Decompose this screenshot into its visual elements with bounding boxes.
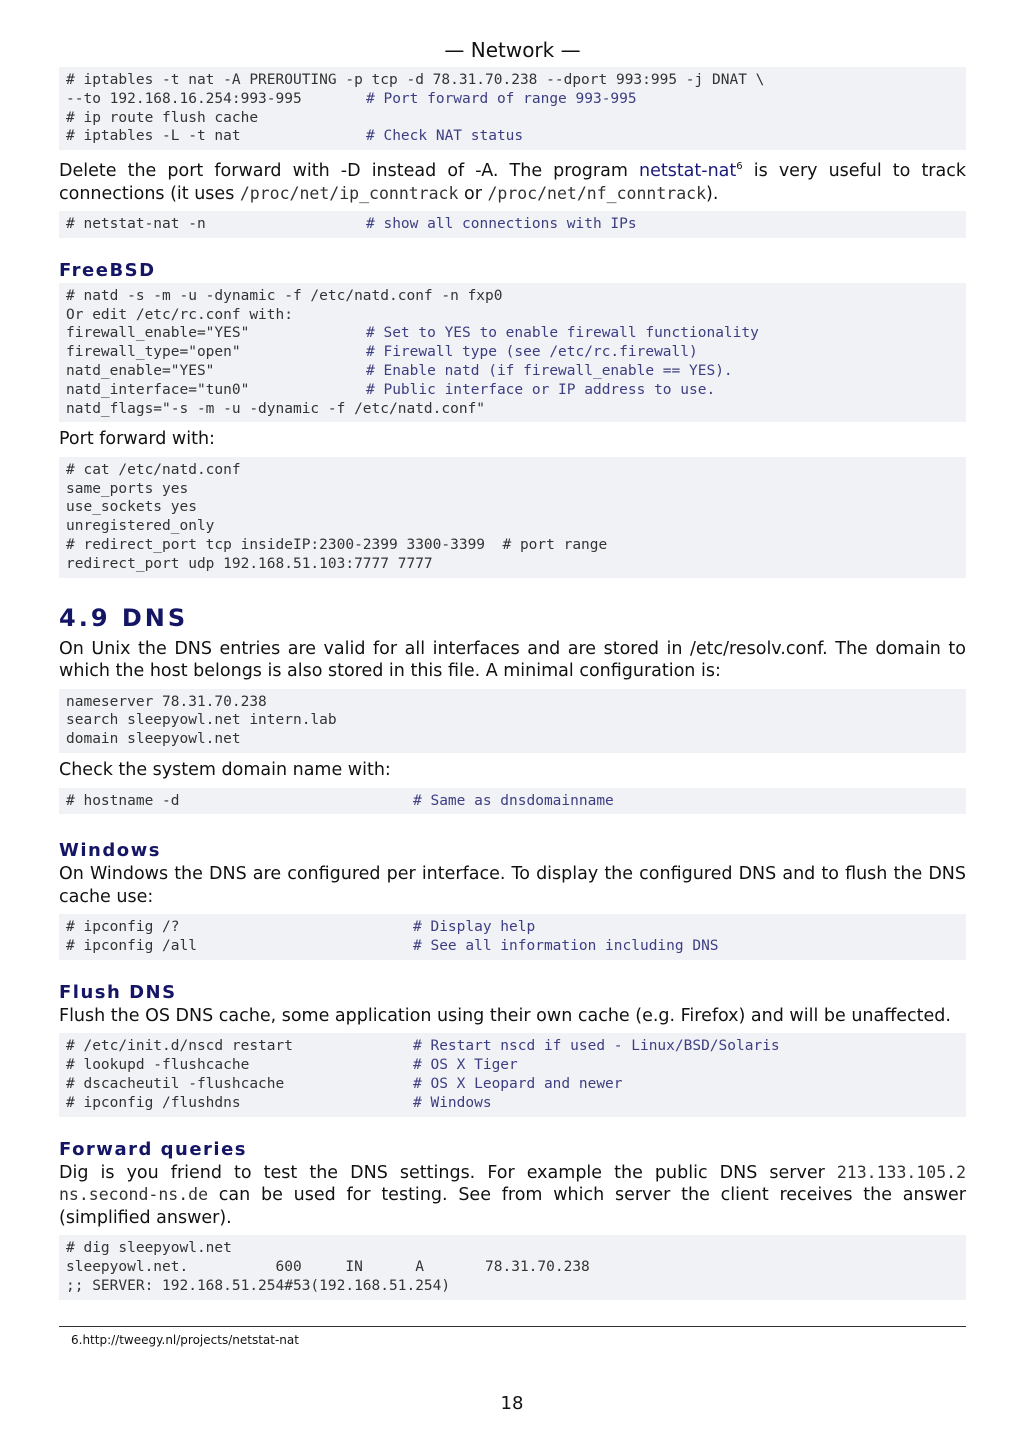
code-comment: # Windows [413,1094,492,1111]
code-comment: # Enable natd (if firewall_enable == YES). [366,363,733,379]
code-line: same_ports yes [66,480,189,497]
paragraph-flush-dns: Flush the OS DNS cache, some application using their own cache (e.g. Firefox) and will be unaffected. [59,1005,951,1026]
footnote-ref[interactable]: 6 [736,161,743,173]
paragraph-port-forward: Port forward with: [59,429,215,450]
code-line: # natd -s -m -u -dynamic -f /etc/natd.conf -n fxp0 [66,287,503,304]
code-line: firewall_type="open" # Firewall type (see /etc/rc.firewall) [66,344,698,361]
code-comment: # Public interface or IP address to use. [366,381,716,398]
code-line: redirect_port udp 192.168.51.103:7777 7777 [66,555,433,572]
code-line: # ipconfig /flushdns # Windows [66,1094,492,1111]
code-line: # dscacheutil -flushcache # OS X Leopard and newer [66,1076,623,1093]
page-number: 18 [500,1393,524,1414]
paragraph-delete-port-forward: Delete the port forward with -D instead of -A. The program netstat-nat$^6$ is very useful to track connections (it uses /proc/net/ip_conntrack or /proc/net/nf_conntrack). [59,161,966,204]
code-line: # iptables -t nat -A PREROUTING -p tcp -d 78.31.70.238 --dport 993:995 -j DNAT \ [66,72,765,88]
paragraph-check-domain: Check the system domain name with: [59,760,391,781]
code-line: Or edit /etc/rc.conf with: [66,306,293,323]
code-line: --to 192.168.16.254:993-995 # Port forward of range 993-995 [66,90,637,107]
code-line: # lookupd -flushcache # OS X Tiger [66,1057,518,1074]
code-line: # dig sleepyowl.net [66,1240,232,1257]
code-line: firewall_enable="YES" # Set to YES to enable firewall functionality [66,325,759,342]
code-line: natd_flags="-s -m -u -dynamic -f /etc/natd.conf" [66,400,486,417]
heading-windows: Windows [59,840,161,862]
netstat-nat-link[interactable]: netstat-nat [638,161,737,182]
code-line: # ip route flush cache [66,109,259,126]
code-comment: # OS X Tiger [413,1057,518,1074]
paragraph-windows-dns: On Windows the DNS are configured per interface. To display the configured DNS and to flush the DNS cache use: [59,864,966,907]
heading-forward-queries: Forward queries [59,1138,247,1160]
paragraph-unix-dns: On Unix the DNS entries are valid for all interfaces and are stored in /etc/resolv.conf. The domain to which the host belongs is also stored in this file. A minimal configuration is: [59,638,966,682]
code-block-flush-cache [59,1033,966,1116]
code-comment: # show all connections with IPs [366,216,637,233]
code-comment: # Check NAT status [366,128,524,145]
code-comment: # Restart nscd if used - Linux/BSD/Solaris [413,1038,780,1055]
page-content [59,0,966,1347]
code-line: # cat /etc/natd.conf [66,461,241,478]
code-line: # iptables -L -t nat # Check NAT status [66,128,524,145]
code-block-natd [59,283,966,423]
code-line: # ipconfig /all # See all information including DNS [66,938,719,955]
code-comment: # Firewall type (see /etc/rc.firewall) [366,344,698,361]
heading-freebsd: FreeBSD [59,259,156,281]
code-line: # hostname -d # Same as dnsdomainname [66,792,614,809]
code-block-resolv-conf [59,689,966,753]
code-line: # ipconfig /? # Display help [66,919,536,936]
footnote-divider [59,1326,966,1327]
code-comment: # See all information including DNS [413,938,719,955]
code-comment: # Port forward of range 993-995 [366,90,637,107]
code-block-hostname [59,788,966,815]
section-heading-dns: 4.9 DNS [59,603,189,632]
code-line: natd_interface="tun0" # Public interface or IP address to use. [66,381,716,398]
code-line: unregistered_only [66,518,215,535]
code-line: ;; SERVER: 192.168.51.254#53(192.168.51.254) [66,1277,451,1294]
code-line: natd_enable="YES" # Enable natd (if firewall_enable == YES). [66,363,733,379]
code-block-iptables [59,67,966,150]
code-line: # redirect_port tcp insideIP:2300-2399 3300-3399 # port range [66,537,608,554]
code-line: # /etc/init.d/nscd restart # Restart nscd if used - Linux/BSD/Solaris [66,1038,780,1055]
code-block-natd-conf [59,457,966,578]
code-comment: # Same as dnsdomainname [413,792,614,809]
code-comment: # Display help [413,919,536,936]
code-line: nameserver 78.31.70.238 [66,693,267,710]
code-line: search sleepyowl.net intern.lab [66,712,337,729]
heading-flush-dns: Flush DNS [59,981,177,1003]
code-comment: # Set to YES to enable firewall functionality [366,325,759,342]
code-block-netstat-nat [59,211,966,238]
code-line: domain sleepyowl.net [66,731,241,748]
code-line: sleepyowl.net. 600 IN A 78.31.70.238 [66,1258,590,1275]
code-block-dig [59,1235,966,1299]
code-line: # netstat-nat -n # show all connections with IPs [66,216,637,233]
footnote: 6.http://tweegy.nl/projects/netstat-nat [71,1332,299,1347]
paragraph-dig: Dig is you friend to test the DNS settings. For example the public DNS server 213.133.105.2 ns.second-ns.de can be used for testing. See from which server the client receives the answer (simplified answer). [59,1162,966,1228]
running-header: — Network — [444,38,581,62]
code-block-ipconfig [59,914,966,960]
code-comment: # OS X Leopard and newer [413,1076,623,1093]
code-line: use_sockets yes [66,499,197,516]
